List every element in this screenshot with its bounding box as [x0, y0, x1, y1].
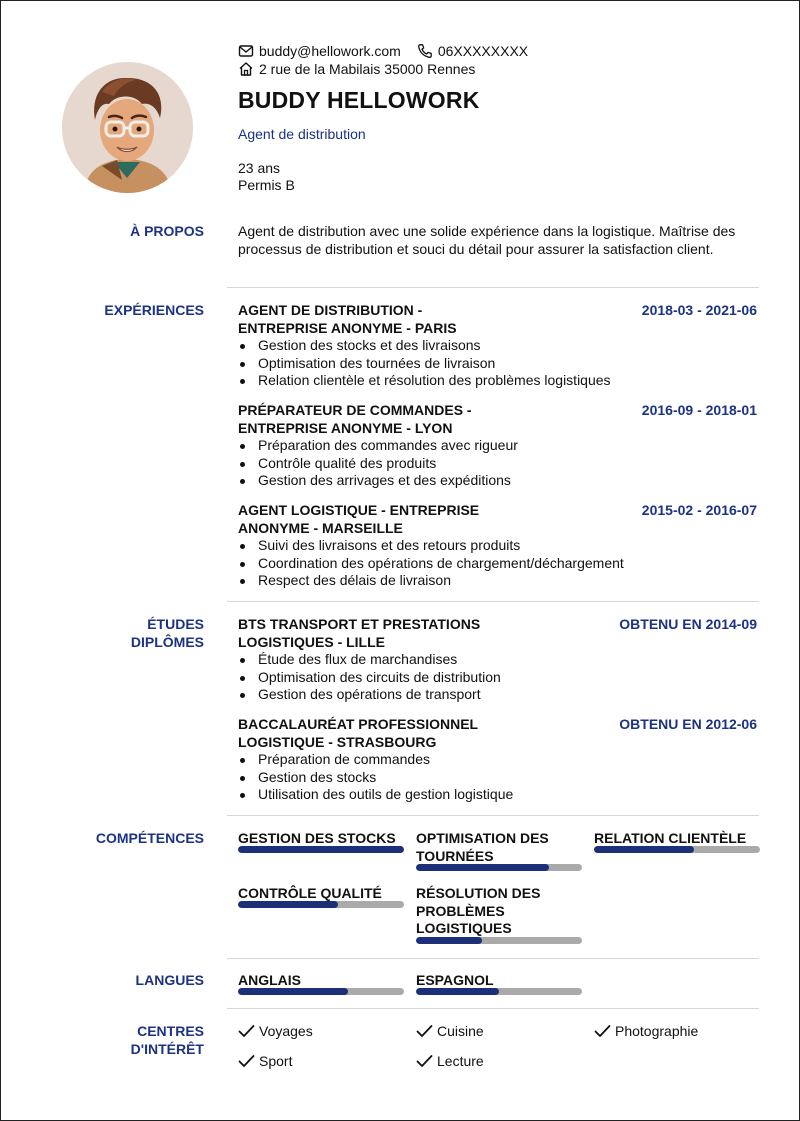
candidate-name: BUDDY HELLOWORK — [238, 87, 480, 113]
section-title-interests: CENTRES D'INTÉRÊT — [130, 1023, 204, 1057]
language-level-bar — [238, 988, 404, 995]
education-bullets — [238, 651, 501, 704]
interest-item — [594, 1023, 698, 1039]
checkmark-icon — [416, 1054, 433, 1068]
list-item: Étude des flux de marchandises — [238, 651, 501, 669]
interest-label: Photographie — [615, 1023, 699, 1039]
skill-name: OPTIMISATION DES TOURNÉES — [416, 830, 549, 864]
education-title: BACCALAURÉAT PROFESSIONNEL LOGISTIQUE - STRASBOURG — [238, 716, 478, 750]
skill-level-bar — [416, 937, 582, 944]
list-item: Suivi des livraisons et des retours produits — [238, 537, 624, 555]
experience-title: PRÉPARATEUR DE COMMANDES - ENTREPRISE ANONYME - LYON — [238, 402, 472, 436]
list-item: Relation clientèle et résolution des problèmes logistiques — [238, 372, 611, 390]
checkmark-icon — [238, 1054, 255, 1068]
skill-level-bar — [416, 864, 582, 871]
home-icon — [238, 61, 254, 77]
list-item: Gestion des arrivages et des expéditions — [238, 472, 518, 490]
interest-item — [238, 1023, 313, 1039]
section-title-about: À PROPOS — [130, 223, 204, 239]
list-item: Gestion des opérations de transport — [238, 686, 501, 704]
language-level-fill — [238, 988, 348, 995]
skill-level-bar — [238, 901, 404, 908]
job-title: Agent de distribution — [238, 126, 366, 142]
phone-icon — [417, 43, 433, 59]
list-item: Optimisation des tournées de livraison — [238, 355, 611, 373]
language-name: ESPAGNOL — [416, 972, 494, 988]
interest-label: Sport — [259, 1053, 293, 1069]
list-item: Respect des délais de livraison — [238, 572, 624, 590]
checkmark-icon — [238, 1024, 255, 1038]
skill-name: GESTION DES STOCKS — [238, 830, 396, 846]
skill-level-fill — [416, 864, 549, 871]
language-level-bar — [416, 988, 582, 995]
skill-level-fill — [594, 846, 694, 853]
experience-date: 2018-03 - 2021-06 — [641, 302, 757, 318]
experience-title: AGENT LOGISTIQUE - ENTREPRISE ANONYME - MARSEILLE — [238, 502, 480, 536]
section-title-skills: COMPÉTENCES — [95, 830, 204, 846]
skill-level-fill — [238, 846, 404, 853]
experience-date: 2016-09 - 2018-01 — [641, 402, 757, 418]
skill-name: RELATION CLIENTÈLE — [594, 830, 747, 846]
experience-bullets — [238, 337, 611, 390]
skill-level-bar — [594, 846, 760, 853]
list-item: Préparation de commandes — [238, 751, 513, 769]
list-item: Préparation des commandes avec rigueur — [238, 437, 518, 455]
checkmark-icon — [594, 1024, 611, 1038]
section-title-experiences: EXPÉRIENCES — [104, 302, 204, 318]
skill-level-fill — [238, 901, 338, 908]
age-text: 23 ans — [238, 160, 281, 176]
interest-label: Cuisine — [437, 1023, 484, 1039]
list-item: Contrôle qualité des produits — [238, 455, 518, 473]
avatar-illustration — [62, 62, 193, 193]
email-item[interactable] — [238, 42, 401, 60]
section-title-languages: LANGUES — [135, 972, 204, 988]
skill-name: CONTRÔLE QUALITÉ — [238, 885, 382, 901]
section-divider — [227, 958, 759, 959]
section-divider — [227, 601, 759, 602]
address-text: 2 rue de la Mabilais 35000 Rennes — [259, 61, 476, 77]
email-text: buddy@hellowork.com — [259, 43, 401, 59]
about-text: Agent de distribution avec une solide expérience dans la logistique. Maîtrise des processus de distribution et souci du détail pour assurer la satisfaction client. — [238, 223, 736, 257]
section-divider — [227, 1008, 759, 1009]
skill-level-fill — [416, 937, 482, 944]
skill-name: RÉSOLUTION DES PROBLÈMES LOGISTIQUES — [416, 885, 541, 936]
experience-date: 2015-02 - 2016-07 — [641, 502, 757, 518]
section-divider — [227, 815, 759, 816]
list-item: Gestion des stocks — [238, 769, 513, 787]
envelope-icon — [238, 43, 254, 59]
language-level-fill — [416, 988, 499, 995]
language-name: ANGLAIS — [238, 972, 301, 988]
address-item — [238, 60, 475, 78]
interest-item — [238, 1053, 292, 1069]
section-divider — [227, 287, 759, 288]
experience-bullets — [238, 537, 624, 590]
contact-block — [238, 42, 544, 78]
skill-level-bar — [238, 846, 404, 853]
interest-item — [416, 1023, 484, 1039]
phone-item[interactable] — [417, 42, 528, 60]
education-bullets — [238, 751, 513, 804]
permit-text: Permis B — [238, 177, 295, 193]
avatar — [62, 62, 193, 193]
interest-label: Voyages — [259, 1023, 313, 1039]
list-item: Coordination des opérations de chargement/déchargement — [238, 555, 624, 573]
experience-title: AGENT DE DISTRIBUTION - ENTREPRISE ANONYME - PARIS — [238, 302, 457, 336]
list-item: Gestion des stocks et des livraisons — [238, 337, 611, 355]
experience-bullets — [238, 437, 518, 490]
list-item: Utilisation des outils de gestion logistique — [238, 786, 513, 804]
list-item: Optimisation des circuits de distribution — [238, 669, 501, 687]
interest-label: Lecture — [437, 1053, 484, 1069]
phone-text: 06XXXXXXXX — [437, 43, 529, 59]
education-date: OBTENU EN 2012-06 — [619, 716, 757, 732]
section-title-education: ÉTUDES DIPLÔMES — [130, 616, 204, 650]
checkmark-icon — [416, 1024, 433, 1038]
education-title: BTS TRANSPORT ET PRESTATIONS LOGISTIQUES - LILLE — [238, 616, 481, 650]
interest-item — [416, 1053, 484, 1069]
education-date: OBTENU EN 2014-09 — [619, 616, 757, 632]
